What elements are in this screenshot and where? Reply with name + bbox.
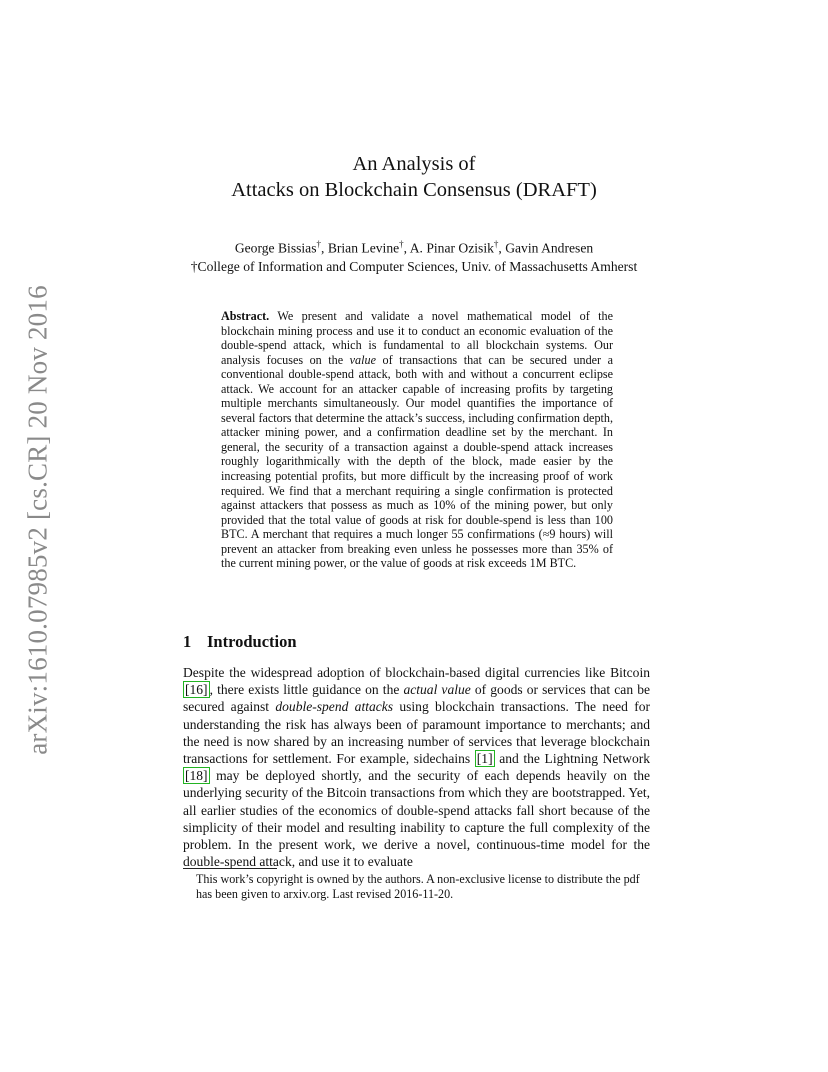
affiliation-mark: †: [493, 239, 499, 249]
title-line-2: Attacks on Blockchain Consensus (DRAFT): [231, 179, 597, 201]
section-title: Introduction: [207, 632, 297, 651]
author-name: Brian Levine: [327, 240, 400, 256]
emphasis: actual value: [403, 682, 471, 698]
introduction-paragraph: Despite the widespread adoption of blockchain-based digital currencies like Bitcoin [16] , there exists little guidance on the actual value of goods or services that can be secured against double-spend attacks using blockchain transactions. The need for understanding the risk has always been of paramount importance to merchants; and the need is now shared by an increasing number of services that leverage blockchain transactions for settlement. For example, sidechains [1] and the Lightning Network [18] may be deployed shortly, and the security of each depends heavily on the underlying security of the Bitcoin transactions from which they are bootstrapped. Yet, all earlier studies of the economics of double-spend attacks fall short because of the simplicity of their model and resulting inability to capture the full complexity of the problem. In the present work, we derive a novel, continuous-time model for the double-spend attack, and use it to evaluate: [183, 665, 651, 870]
author-name: Gavin Andresen: [505, 240, 594, 256]
section-heading: [183, 632, 297, 652]
affiliation-mark: †: [316, 239, 322, 249]
author-list: George Bissias†, Brian Levine†, A. Pinar Ozisik†, Gavin Andresen: [234, 239, 594, 256]
arxiv-identifier-text: arXiv:1610.07985v2 [cs.CR] 20 Nov 2016: [22, 285, 53, 755]
citation-link[interactable]: [18]: [185, 768, 208, 784]
title-line-1: An Analysis of: [352, 153, 476, 175]
affiliation-mark: †: [399, 239, 404, 249]
footnote: This work’s copyright is owned by the authors. A non-exclusive license to distribute the pdf has been given to arxiv.org. Last revised 2016-11-20.: [196, 872, 640, 901]
abstract-text: of transactions that can be secured under a conventional double-spend attack, both with and without a concurrent eclipse attack. We account for an attacker capable of increasing profits by targeting multiple merchants simultaneously. Our model quantifies the importance of several factors that determine the attack’s success, including confirmation depth, attacker mining power, and a confirmation deadline set by the merchant. In general, the security of a transaction against a double-spend attack increases roughly logarithmically with the depth of the block, made easier by the increasing potential profits, but more difficult by the increasing proof of work required. We find that a merchant requiring a single confirmation is protected against attackers that possess as much as 10% of the mining power, but only provided that the total value of goods at risk for double-spend is less than 100 BTC. A merchant that requires a much longer 55 confirmations (≈9 hours) will prevent an attacker from breaking even unless he possesses more than 35% of the current mining power, or the value of goods at risk exceeds 1M BTC.: [221, 352, 614, 571]
paper-title: [0, 151, 828, 203]
author-block: [0, 235, 828, 276]
abstract-text: We present and validate a novel mathematical model of the blockchain mining process and use it to conduct an economic evaluation of the double-spend attack, which is fundamental to all blockchain systems. Our analysis focuses on the: [221, 309, 613, 367]
affiliation: †College of Information and Computer Sciences, Univ. of Massachusetts Amherst: [190, 258, 638, 274]
emphasis: double-spend attacks: [275, 699, 394, 715]
section-number: 1: [183, 632, 192, 651]
citation-link[interactable]: [16]: [185, 682, 208, 698]
abstract: [221, 309, 613, 571]
footnote-rule: [183, 868, 277, 869]
author-name: A. Pinar Ozisik: [409, 240, 494, 256]
abstract-label: Abstract.: [221, 309, 270, 323]
citation-link[interactable]: [1]: [476, 751, 493, 767]
abstract-emphasis: value: [349, 352, 376, 367]
author-name: George Bissias: [234, 240, 317, 256]
